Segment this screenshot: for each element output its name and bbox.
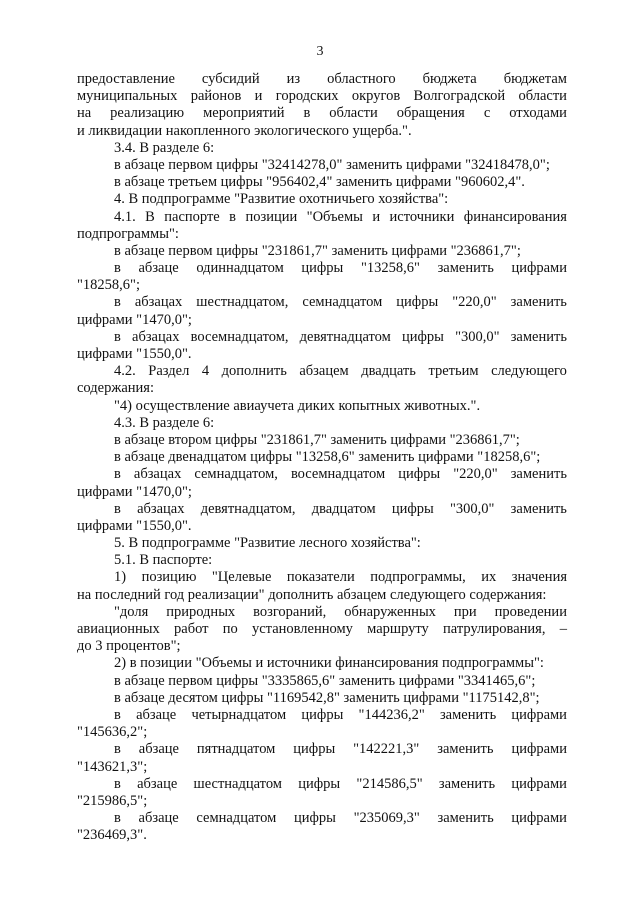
text-line: цифрами "1470,0";: [77, 483, 192, 500]
text-line: 3.4. В разделе 6:: [114, 139, 215, 156]
text-line: 5. В подпрограмме "Развитие лесного хозяйства":: [114, 535, 421, 552]
document-body: [77, 71, 567, 844]
text-line: в абзаце пятнадцатом цифры "142221,3" заменить цифрами: [114, 741, 567, 758]
text-line: 4. В подпрограмме "Развитие охотничьего хозяйства":: [114, 191, 449, 208]
text-line: в абзаце двенадцатом цифры "13258,6" заменить цифрами "18258,6";: [114, 449, 541, 466]
text-line: содержания:: [77, 380, 155, 397]
text-line: 1) позицию "Целевые показатели подпрограммы, их значения: [114, 569, 567, 586]
text-line: в абзацах семнадцатом, восемнадцатом цифры "220,0" заменить: [114, 466, 567, 483]
text-line: цифрами "1470,0";: [77, 311, 192, 328]
text-line: в абзаце первом цифры "32414278,0" заменить цифрами "32418478,0";: [114, 156, 550, 173]
text-line: предоставление субсидий из областного бюджета бюджетам: [77, 71, 567, 87]
text-line: авиационных работ по установленному маршруту патрулирования, –: [77, 621, 567, 637]
text-line: в абзаце втором цифры "231861,7" заменить цифрами "236861,7";: [114, 431, 520, 448]
text-line: "215986,5";: [77, 792, 148, 809]
text-line: 4.1. В паспорте в позиции "Объемы и источники финансирования: [114, 208, 567, 225]
text-line: 4.3. В разделе 6:: [114, 414, 215, 431]
text-line: 2) в позиции "Объемы и источники финансирования подпрограммы":: [114, 655, 544, 672]
page-number: 3: [316, 44, 324, 59]
text-line: в абзаце десятом цифры "1169542,8" заменить цифрами "1175142,8";: [114, 689, 540, 706]
text-line: "доля природных возгораний, обнаруженных при проведении: [114, 603, 567, 620]
text-line: в абзацах шестнадцатом, семнадцатом цифры "220,0" заменить: [114, 294, 567, 311]
text-line: цифрами "1550,0".: [77, 517, 192, 534]
text-line: "143621,3";: [77, 758, 148, 775]
text-line: "236469,3".: [77, 827, 147, 844]
text-line: в абзаце одиннадцатом цифры "13258,6" заменить цифрами: [114, 260, 567, 277]
text-line: "18258,6";: [77, 277, 140, 294]
text-line: "4) осуществление авиаучета диких копытных животных.".: [114, 397, 481, 414]
text-line: 5.1. В паспорте:: [114, 552, 213, 569]
text-line: на реализацию мероприятий в области обращения с отходами: [77, 105, 567, 122]
text-line: на последний год реализации" дополнить абзацем следующего содержания:: [77, 586, 547, 603]
text-line: в абзаце первом цифры "231861,7" заменить цифрами "236861,7";: [114, 242, 521, 259]
text-line: и ликвидации накопленного экологического ущерба.".: [77, 122, 412, 139]
text-line: в абзацах девятнадцатом, двадцатом цифры "300,0" заменить: [114, 500, 567, 517]
text-line: цифрами "1550,0".: [77, 346, 192, 362]
text-line: в абзацах восемнадцатом, девятнадцатом цифры "300,0" заменить: [114, 328, 567, 345]
text-line: в абзаце первом цифры "3335865,6" заменить цифрами "3341465,6";: [114, 672, 536, 689]
text-line: в абзаце шестнадцатом цифры "214586,5" заменить цифрами: [114, 775, 567, 792]
text-line: "145636,2";: [77, 724, 148, 741]
text-line: муниципальных районов и городских округов Волгоградской области: [77, 88, 567, 105]
text-line: до 3 процентов";: [77, 638, 181, 655]
text-line: подпрограммы":: [77, 225, 179, 242]
text-line: в абзаце семнадцатом цифры "235069,3" заменить цифрами: [114, 810, 567, 827]
text-line: 4.2. Раздел 4 дополнить абзацем двадцать третьим следующего: [114, 363, 567, 380]
text-line: в абзаце третьем цифры "956402,4" заменить цифрами "960602,4".: [114, 174, 525, 191]
text-line: в абзаце четырнадцатом цифры "144236,2" заменить цифрами: [114, 706, 567, 723]
